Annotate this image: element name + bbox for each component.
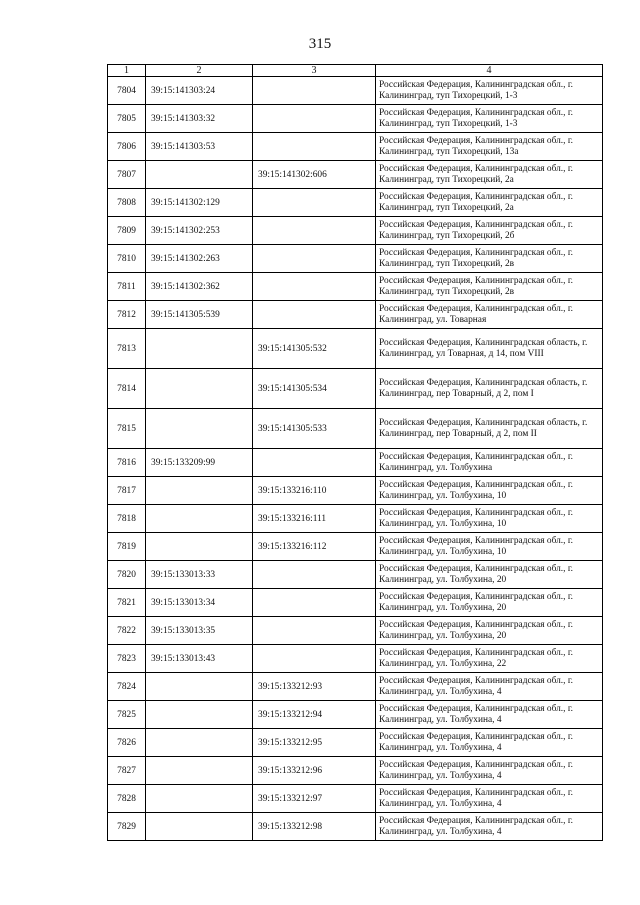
row-number: 7815 bbox=[108, 409, 146, 449]
register-table bbox=[107, 64, 603, 841]
table-header bbox=[108, 65, 603, 77]
address: Российская Федерация, Калининградская обл., г. Калининград, туп Тихорецкий, 1-3 bbox=[376, 77, 603, 105]
cadastral-number-col3: 39:15:133212:96 bbox=[253, 757, 376, 785]
table-row bbox=[108, 477, 603, 505]
row-number: 7811 bbox=[108, 273, 146, 301]
table-row bbox=[108, 785, 603, 813]
row-number: 7819 bbox=[108, 533, 146, 561]
cadastral-number-col2: 39:15:141302:129 bbox=[146, 189, 253, 217]
cadastral-number-col2: 39:15:141302:362 bbox=[146, 273, 253, 301]
cadastral-number-col2: 39:15:133209:99 bbox=[146, 449, 253, 477]
row-number: 7806 bbox=[108, 133, 146, 161]
cadastral-number-col2: 39:15:133013:33 bbox=[146, 561, 253, 589]
address: Российская Федерация, Калининградская обл., г. Калининград, туп Тихорецкий, 1-3 bbox=[376, 105, 603, 133]
address: Российская Федерация, Калининградская обл., г. Калининград, ул. Толбухина, 4 bbox=[376, 785, 603, 813]
row-number: 7818 bbox=[108, 505, 146, 533]
cadastral-number-col3 bbox=[253, 273, 376, 301]
row-number: 7828 bbox=[108, 785, 146, 813]
cadastral-number-col3: 39:15:133212:97 bbox=[253, 785, 376, 813]
cadastral-number-col3 bbox=[253, 77, 376, 105]
table-row bbox=[108, 133, 603, 161]
table-row bbox=[108, 369, 603, 409]
cadastral-number-col3: 39:15:141305:534 bbox=[253, 369, 376, 409]
cadastral-number-col3: 39:15:133212:93 bbox=[253, 673, 376, 701]
table-row bbox=[108, 673, 603, 701]
address: Российская Федерация, Калининградская область, г. Калининград, пер Товарный, д 2, пом II bbox=[376, 409, 603, 449]
cadastral-number-col2 bbox=[146, 785, 253, 813]
row-number: 7825 bbox=[108, 701, 146, 729]
address: Российская Федерация, Калининградская обл., г. Калининград, ул. Толбухина, 22 bbox=[376, 645, 603, 673]
cadastral-number-col3: 39:15:133216:110 bbox=[253, 477, 376, 505]
column-header-4: 4 bbox=[376, 65, 603, 77]
cadastral-number-col2 bbox=[146, 477, 253, 505]
cadastral-number-col3 bbox=[253, 589, 376, 617]
table-row bbox=[108, 189, 603, 217]
address: Российская Федерация, Калининградская обл., г. Калининград, ул. Толбухина, 10 bbox=[376, 533, 603, 561]
row-number: 7816 bbox=[108, 449, 146, 477]
cadastral-number-col2 bbox=[146, 161, 253, 189]
table-row bbox=[108, 105, 603, 133]
row-number: 7808 bbox=[108, 189, 146, 217]
table-row bbox=[108, 301, 603, 329]
address: Российская Федерация, Калининградская обл., г. Калининград, туп Тихорецкий, 2б bbox=[376, 217, 603, 245]
table-row bbox=[108, 329, 603, 369]
table-row bbox=[108, 729, 603, 757]
cadastral-number-col3: 39:15:141305:532 bbox=[253, 329, 376, 369]
cadastral-number-col2 bbox=[146, 533, 253, 561]
row-number: 7809 bbox=[108, 217, 146, 245]
column-header-1: 1 bbox=[108, 65, 146, 77]
address: Российская Федерация, Калининградская обл., г. Калининград, ул. Толбухина bbox=[376, 449, 603, 477]
cadastral-number-col2 bbox=[146, 673, 253, 701]
row-number: 7827 bbox=[108, 757, 146, 785]
cadastral-number-col3: 39:15:141302:606 bbox=[253, 161, 376, 189]
address: Российская Федерация, Калининградская обл., г. Калининград, ул. Толбухина, 20 bbox=[376, 561, 603, 589]
cadastral-number-col2: 39:15:133013:43 bbox=[146, 645, 253, 673]
cadastral-number-col3: 39:15:133216:111 bbox=[253, 505, 376, 533]
cadastral-number-col2: 39:15:141303:53 bbox=[146, 133, 253, 161]
row-number: 7820 bbox=[108, 561, 146, 589]
cadastral-number-col3 bbox=[253, 645, 376, 673]
table-row bbox=[108, 449, 603, 477]
row-number: 7810 bbox=[108, 245, 146, 273]
address: Российская Федерация, Калининградская область, г. Калининград, ул Товарная, д 14, пом VIII bbox=[376, 329, 603, 369]
table-body bbox=[108, 77, 603, 841]
table-row bbox=[108, 245, 603, 273]
cadastral-number-col2: 39:15:141305:539 bbox=[146, 301, 253, 329]
address: Российская Федерация, Калининградская обл., г. Калининград, ул. Толбухина, 10 bbox=[376, 477, 603, 505]
cadastral-number-col3: 39:15:133216:112 bbox=[253, 533, 376, 561]
address: Российская Федерация, Калининградская обл., г. Калининград, ул. Толбухина, 20 bbox=[376, 589, 603, 617]
cadastral-number-col2: 39:15:141303:32 bbox=[146, 105, 253, 133]
table-row bbox=[108, 505, 603, 533]
address: Российская Федерация, Калининградская обл., г. Калининград, туп Тихорецкий, 2в bbox=[376, 273, 603, 301]
column-header-3: 3 bbox=[253, 65, 376, 77]
cadastral-number-col3 bbox=[253, 301, 376, 329]
cadastral-number-col3 bbox=[253, 217, 376, 245]
table-row bbox=[108, 161, 603, 189]
cadastral-number-col3 bbox=[253, 617, 376, 645]
cadastral-number-col3 bbox=[253, 133, 376, 161]
address: Российская Федерация, Калининградская обл., г. Калининград, ул. Товарная bbox=[376, 301, 603, 329]
cadastral-number-col3: 39:15:133212:98 bbox=[253, 813, 376, 841]
address: Российская Федерация, Калининградская область, г. Калининград, пер Товарный, д 2, пом I bbox=[376, 369, 603, 409]
cadastral-number-col2 bbox=[146, 409, 253, 449]
cadastral-number-col3 bbox=[253, 105, 376, 133]
cadastral-number-col2: 39:15:133013:34 bbox=[146, 589, 253, 617]
row-number: 7804 bbox=[108, 77, 146, 105]
row-number: 7807 bbox=[108, 161, 146, 189]
table-row bbox=[108, 561, 603, 589]
row-number: 7805 bbox=[108, 105, 146, 133]
row-number: 7829 bbox=[108, 813, 146, 841]
header-row bbox=[108, 65, 603, 77]
address: Российская Федерация, Калининградская обл., г. Калининград, ул. Толбухина, 10 bbox=[376, 505, 603, 533]
address: Российская Федерация, Калининградская обл., г. Калининград, туп Тихорецкий, 2в bbox=[376, 245, 603, 273]
page-number: 315 bbox=[308, 36, 332, 52]
address: Российская Федерация, Калининградская обл., г. Калининград, ул. Толбухина, 20 bbox=[376, 617, 603, 645]
cadastral-number-col2 bbox=[146, 757, 253, 785]
cadastral-number-col3: 39:15:141305:533 bbox=[253, 409, 376, 449]
column-header-2: 2 bbox=[146, 65, 253, 77]
cadastral-number-col2 bbox=[146, 369, 253, 409]
table-row bbox=[108, 645, 603, 673]
address: Российская Федерация, Калининградская обл., г. Калининград, туп Тихорецкий, 13а bbox=[376, 133, 603, 161]
address: Российская Федерация, Калининградская обл., г. Калининград, ул. Толбухина, 4 bbox=[376, 757, 603, 785]
address: Российская Федерация, Калининградская обл., г. Калининград, туп Тихорецкий, 2а bbox=[376, 189, 603, 217]
address: Российская Федерация, Калининградская обл., г. Калининград, ул. Толбухина, 4 bbox=[376, 701, 603, 729]
row-number: 7821 bbox=[108, 589, 146, 617]
row-number: 7817 bbox=[108, 477, 146, 505]
address: Российская Федерация, Калининградская обл., г. Калининград, туп Тихорецкий, 2а bbox=[376, 161, 603, 189]
row-number: 7826 bbox=[108, 729, 146, 757]
cadastral-number-col3 bbox=[253, 561, 376, 589]
cadastral-number-col3 bbox=[253, 245, 376, 273]
cadastral-number-col2 bbox=[146, 813, 253, 841]
row-number: 7824 bbox=[108, 673, 146, 701]
cadastral-number-col2: 39:15:141302:263 bbox=[146, 245, 253, 273]
table-row bbox=[108, 617, 603, 645]
cadastral-number-col2: 39:15:141303:24 bbox=[146, 77, 253, 105]
table-row bbox=[108, 217, 603, 245]
table-row bbox=[108, 77, 603, 105]
table-row bbox=[108, 409, 603, 449]
row-number: 7813 bbox=[108, 329, 146, 369]
address: Российская Федерация, Калининградская обл., г. Калининград, ул. Толбухина, 4 bbox=[376, 729, 603, 757]
cadastral-number-col3 bbox=[253, 449, 376, 477]
table-row bbox=[108, 757, 603, 785]
address: Российская Федерация, Калининградская обл., г. Калининград, ул. Толбухина, 4 bbox=[376, 673, 603, 701]
cadastral-number-col2 bbox=[146, 505, 253, 533]
cadastral-number-col3: 39:15:133212:94 bbox=[253, 701, 376, 729]
row-number: 7823 bbox=[108, 645, 146, 673]
row-number: 7822 bbox=[108, 617, 146, 645]
row-number: 7812 bbox=[108, 301, 146, 329]
row-number: 7814 bbox=[108, 369, 146, 409]
cadastral-number-col2: 39:15:133013:35 bbox=[146, 617, 253, 645]
cadastral-number-col2 bbox=[146, 729, 253, 757]
cadastral-number-col2 bbox=[146, 701, 253, 729]
table-row bbox=[108, 273, 603, 301]
table-row bbox=[108, 533, 603, 561]
cadastral-number-col3: 39:15:133212:95 bbox=[253, 729, 376, 757]
cadastral-number-col3 bbox=[253, 189, 376, 217]
register-table-wrapper bbox=[107, 64, 603, 841]
cadastral-number-col2: 39:15:141302:253 bbox=[146, 217, 253, 245]
address: Российская Федерация, Калининградская обл., г. Калининград, ул. Толбухина, 4 bbox=[376, 813, 603, 841]
table-row bbox=[108, 701, 603, 729]
table-row bbox=[108, 589, 603, 617]
cadastral-number-col2 bbox=[146, 329, 253, 369]
table-row bbox=[108, 813, 603, 841]
